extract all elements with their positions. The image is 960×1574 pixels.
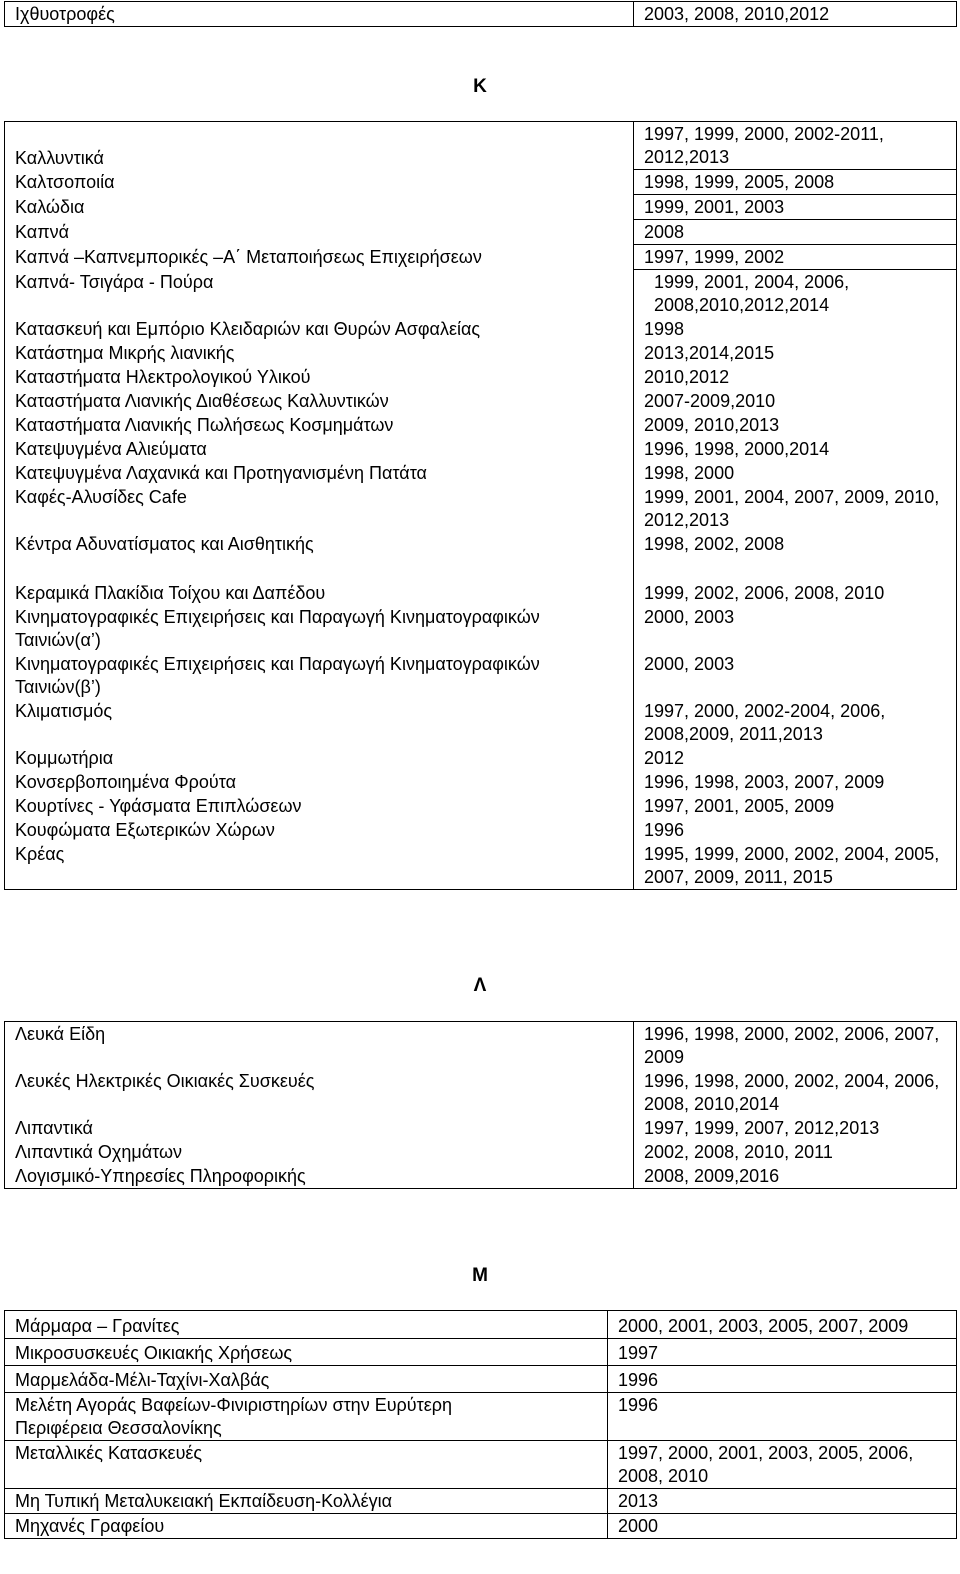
spacer-cell — [634, 556, 957, 581]
table-row — [5, 195, 957, 220]
category-cell: Κατασκευή και Εμπόριο Κλειδαριών και Θυρών Ασφαλείας — [5, 317, 634, 341]
table-row — [5, 1339, 957, 1366]
table-row — [5, 2, 957, 27]
section-table-k — [4, 121, 957, 890]
years-cell: 1996 — [608, 1366, 957, 1393]
years-cell: 1997, 1999, 2007, 2012,2013 — [634, 1116, 957, 1140]
table-row — [5, 818, 957, 842]
years-cell: 1998 — [634, 317, 957, 341]
category-cell: Ιχθυοτροφές — [5, 2, 634, 27]
years-cell: 2000, 2001, 2003, 2005, 2007, 2009 — [608, 1311, 957, 1339]
section-table-l — [4, 1021, 957, 1189]
table-row — [5, 1393, 957, 1441]
years-cell: 1999, 2001, 2004, 2006, 2008,2010,2012,2014 — [634, 270, 957, 318]
table-row — [5, 1116, 957, 1140]
table-row — [5, 532, 957, 556]
table-row — [5, 220, 957, 245]
years-cell: 2008, 2009,2016 — [634, 1164, 957, 1189]
years-cell: 2012 — [634, 746, 957, 770]
category-cell: Κουρτίνες - Υφάσματα Επιπλώσεων — [5, 794, 634, 818]
category-cell: Λιπαντικά Οχημάτων — [5, 1140, 634, 1164]
years-cell: 1997, 2001, 2005, 2009 — [634, 794, 957, 818]
category-cell: Λευκά Είδη — [5, 1022, 634, 1070]
category-cell: Κατεψυγμένα Αλιεύματα — [5, 437, 634, 461]
table-row — [5, 1022, 957, 1070]
category-cell: Μαρμελάδα-Μέλι-Ταχίνι-Χαλβάς — [5, 1366, 608, 1393]
category-cell: Καπνά- Τσιγάρα - Πούρα — [5, 270, 634, 318]
category-cell: Λιπαντικά — [5, 1116, 634, 1140]
category-cell: Μεταλλικές Κατασκευές — [5, 1441, 608, 1489]
table-row — [5, 794, 957, 818]
table-row — [5, 1069, 957, 1116]
category-cell: Καπνά –Καπνεμπορικές –Α΄ Μεταποιήσεως Επιχειρήσεων — [5, 245, 634, 270]
table-row — [5, 770, 957, 794]
category-cell: Κομμωτήρια — [5, 746, 634, 770]
category-cell: Κατάστημα Μικρής λιανικής — [5, 341, 634, 365]
category-cell: Κλιματισμός — [5, 699, 634, 746]
table-row — [5, 341, 957, 365]
category-cell: Μη Τυπική Μεταλυκειακή Εκπαίδευση-Κολλέγια — [5, 1489, 608, 1514]
years-cell: 2000 — [608, 1514, 957, 1539]
years-cell: 2003, 2008, 2010,2012 — [634, 2, 957, 27]
table-row — [5, 1140, 957, 1164]
table-row — [5, 746, 957, 770]
years-cell: 2010,2012 — [634, 365, 957, 389]
years-cell: 1997, 2000, 2002-2004, 2006, 2008,2009, 2011,2013 — [634, 699, 957, 746]
years-cell: 2000, 2003 — [634, 605, 957, 652]
table-row — [5, 1164, 957, 1189]
category-cell: Μηχανές Γραφείου — [5, 1514, 608, 1539]
years-cell: 1996, 1998, 2003, 2007, 2009 — [634, 770, 957, 794]
table-row — [5, 461, 957, 485]
table-row — [5, 1441, 957, 1489]
table-row — [5, 699, 957, 746]
table-row — [5, 652, 957, 699]
category-cell: Κέντρα Αδυνατίσματος και Αισθητικής — [5, 532, 634, 556]
years-cell: 1996 — [634, 818, 957, 842]
section-letter: Κ — [473, 76, 487, 97]
section-letter: Μ — [472, 1265, 488, 1286]
years-cell: 1997, 1999, 2000, 2002-2011, 2012,2013 — [634, 122, 957, 170]
years-cell: 2008 — [634, 220, 957, 245]
table-row — [5, 605, 957, 652]
years-cell: 1997 — [608, 1339, 957, 1366]
table-row — [5, 842, 957, 890]
years-cell: 2009, 2010,2013 — [634, 413, 957, 437]
category-cell: Καταστήματα Ηλεκτρολογικού Υλικού — [5, 365, 634, 389]
years-cell: 2007-2009,2010 — [634, 389, 957, 413]
table-row — [5, 365, 957, 389]
years-cell: 2000, 2003 — [634, 652, 957, 699]
years-cell: 1997, 2000, 2001, 2003, 2005, 2006, 2008, 2010 — [608, 1441, 957, 1489]
category-cell: Καταστήματα Λιανικής Διαθέσεως Καλλυντικών — [5, 389, 634, 413]
years-cell: 1995, 1999, 2000, 2002, 2004, 2005, 2007, 2009, 2011, 2015 — [634, 842, 957, 890]
years-cell: 2013,2014,2015 — [634, 341, 957, 365]
years-cell: 1996 — [608, 1393, 957, 1441]
table-row — [5, 556, 957, 581]
section-table-m — [4, 1310, 957, 1539]
table-row — [5, 485, 957, 532]
spacer-cell — [5, 556, 634, 581]
table-row — [5, 317, 957, 341]
years-cell: 1996, 1998, 2000,2014 — [634, 437, 957, 461]
category-cell: Καφές-Αλυσίδες Cafe — [5, 485, 634, 532]
category-cell: Καλώδια — [5, 195, 634, 220]
table-row — [5, 437, 957, 461]
category-cell: Κινηματογραφικές Επιχειρήσεις και Παραγωγή Κινηματογραφικών Ταινιών(α’) — [5, 605, 634, 652]
years-cell: 2002, 2008, 2010, 2011 — [634, 1140, 957, 1164]
years-cell: 1999, 2002, 2006, 2008, 2010 — [634, 581, 957, 605]
years-cell: 1998, 1999, 2005, 2008 — [634, 170, 957, 195]
category-cell: Κονσερβοποιημένα Φρούτα — [5, 770, 634, 794]
category-cell: Καταστήματα Λιανικής Πωλήσεως Κοσμημάτων — [5, 413, 634, 437]
table-row — [5, 245, 957, 270]
table-row — [5, 1514, 957, 1539]
category-cell: Λογισμικό-Υπηρεσίες Πληροφορικής — [5, 1164, 634, 1189]
years-cell: 1999, 2001, 2003 — [634, 195, 957, 220]
table-row — [5, 122, 957, 170]
category-cell: Μικροσυσκευές Οικιακής Χρήσεως — [5, 1339, 608, 1366]
table-row — [5, 1366, 957, 1393]
category-cell: Καλτσοποιία — [5, 170, 634, 195]
years-cell: 1997, 1999, 2002 — [634, 245, 957, 270]
table-row — [5, 270, 957, 318]
category-cell: Κρέας — [5, 842, 634, 890]
years-cell: 1996, 1998, 2000, 2002, 2004, 2006, 2008, 2010,2014 — [634, 1069, 957, 1116]
years-cell: 2013 — [608, 1489, 957, 1514]
years-cell: 1996, 1998, 2000, 2002, 2006, 2007, 2009 — [634, 1022, 957, 1070]
years-cell: 1999, 2001, 2004, 2007, 2009, 2010, 2012,2013 — [634, 485, 957, 532]
category-cell: Λευκές Ηλεκτρικές Οικιακές Συσκευές — [5, 1069, 634, 1116]
years-cell: 1998, 2002, 2008 — [634, 532, 957, 556]
category-cell: Κινηματογραφικές Επιχειρήσεις και Παραγωγή Κινηματογραφικών Ταινιών(β’) — [5, 652, 634, 699]
top-table — [4, 1, 957, 27]
table-row — [5, 170, 957, 195]
category-cell: Κεραμικά Πλακίδια Τοίχου και Δαπέδου — [5, 581, 634, 605]
section-letter: Λ — [473, 975, 487, 996]
table-row — [5, 581, 957, 605]
category-cell: Μάρμαρα – Γρανίτες — [5, 1311, 608, 1339]
category-cell: Μελέτη Αγοράς Βαφείων-Φινιριστηρίων στην Ευρύτερη Περιφέρεια Θεσσαλονίκης — [5, 1393, 608, 1441]
table-row — [5, 1311, 957, 1339]
category-cell: Καπνά — [5, 220, 634, 245]
table-row — [5, 389, 957, 413]
category-cell: Καλλυντικά — [5, 122, 634, 170]
table-row — [5, 1489, 957, 1514]
category-cell: Κουφώματα Εξωτερικών Χώρων — [5, 818, 634, 842]
table-row — [5, 413, 957, 437]
years-cell: 1998, 2000 — [634, 461, 957, 485]
category-cell: Κατεψυγμένα Λαχανικά και Προτηγανισμένη Πατάτα — [5, 461, 634, 485]
